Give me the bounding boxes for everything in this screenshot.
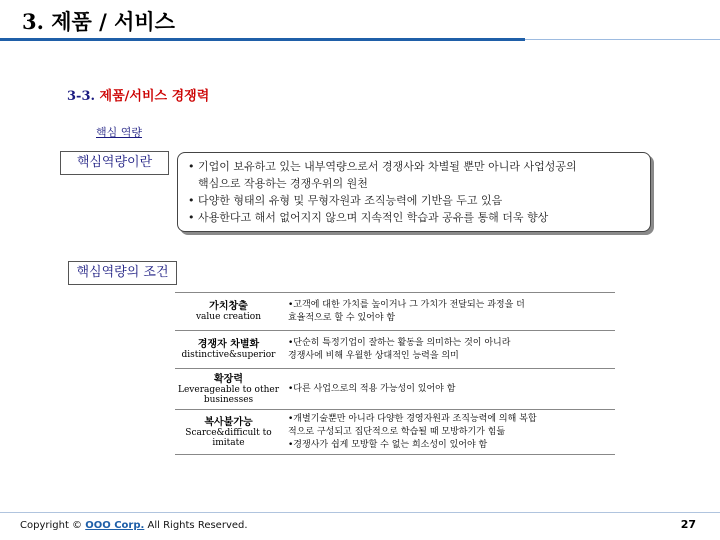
definition-line: 핵심으로 작용하는 경쟁우위의 원천 [198,177,368,190]
condition-description [288,331,615,368]
condition-desc-line: 적으로 구성되고 집단적으로 학습될 때 모방하기가 힘듦 [288,426,506,437]
condition-title [175,293,282,330]
condition-row [175,368,615,409]
condition-row [175,330,615,368]
definition-line: • 사용한다고 해서 없어지지 않으며 지속적인 학습과 공유를 통해 더욱 향상 [188,211,549,224]
condition-description [288,410,615,454]
condition-title [175,369,282,409]
condition-description [288,293,615,330]
subtitle-rest: 경쟁력 [171,89,210,104]
condition-desc-line: •고객에 대한 가치를 높이거나 그 가치가 전달되는 과정을 더 [288,299,525,310]
condition-english: businesses [203,394,254,405]
condition-desc-line: •개별기술뿐만 아니라 다양한 경영자원과 조직능력에 의해 복합 [288,413,537,424]
condition-description [288,369,615,409]
condition-row [175,409,615,455]
condition-name: 복사불가능 [204,416,253,428]
copyright-rights: All Rights Reserved. [147,520,248,531]
copyright [20,520,248,531]
condition-english: imitate [212,437,245,448]
condition-desc-line: •단순히 특정기업이 잘하는 활동을 의미하는 것이 아니라 [288,337,511,348]
subtitle-number: 3-3. [67,89,96,104]
copyright-prefix: Copyright © [20,520,83,531]
condition-title [175,410,282,454]
definition-line: • 기업이 보유하고 있는 내부역량으로서 경쟁사와 차별될 뿐만 아니라 사업성공의 [188,160,577,173]
condition-desc-line: •다른 사업으로의 적용 가능성이 있어야 함 [288,383,456,394]
conditions-table [175,292,615,455]
condition-english: Leverageable to other [177,384,280,395]
condition-row [175,292,615,330]
definition-line: • 다양한 형태의 유형 및 무형자원과 조직능력에 기반을 두고 있음 [188,194,503,207]
title-underline [0,38,525,41]
footer-divider [0,512,720,513]
condition-desc-line: •경쟁사가 쉽게 모방할 수 없는 희소성이 있어야 함 [288,439,488,450]
section-subtitle [67,85,209,104]
condition-desc-line: 효율적으로 할 수 있어야 함 [288,312,396,323]
condition-name: 확장력 [214,373,243,385]
page-number: 27 [680,518,696,531]
condition-title [175,331,282,368]
condition-english: Scarce&difficult to [185,427,272,438]
condition-desc-line: 경쟁사에 비해 우월한 상대적인 능력을 의미 [288,350,459,361]
conditions-label: 핵심역량의 조건 [68,261,177,285]
condition-english: distinctive&superior [181,350,276,360]
page-title: 3. 제품 / 서비스 [22,9,175,34]
definition-label: 핵심역량이란 [60,151,169,175]
condition-english: value creation [195,312,262,322]
condition-name: 가치창출 [209,301,248,312]
section-label: 핵심 역량 [96,126,143,139]
subtitle-highlight: 제품/서비스 [99,89,168,104]
condition-name: 경쟁자 차별화 [197,339,260,350]
company-name: OOO Corp. [85,520,145,531]
title-underline-light [525,39,720,40]
definition-box [177,152,651,232]
